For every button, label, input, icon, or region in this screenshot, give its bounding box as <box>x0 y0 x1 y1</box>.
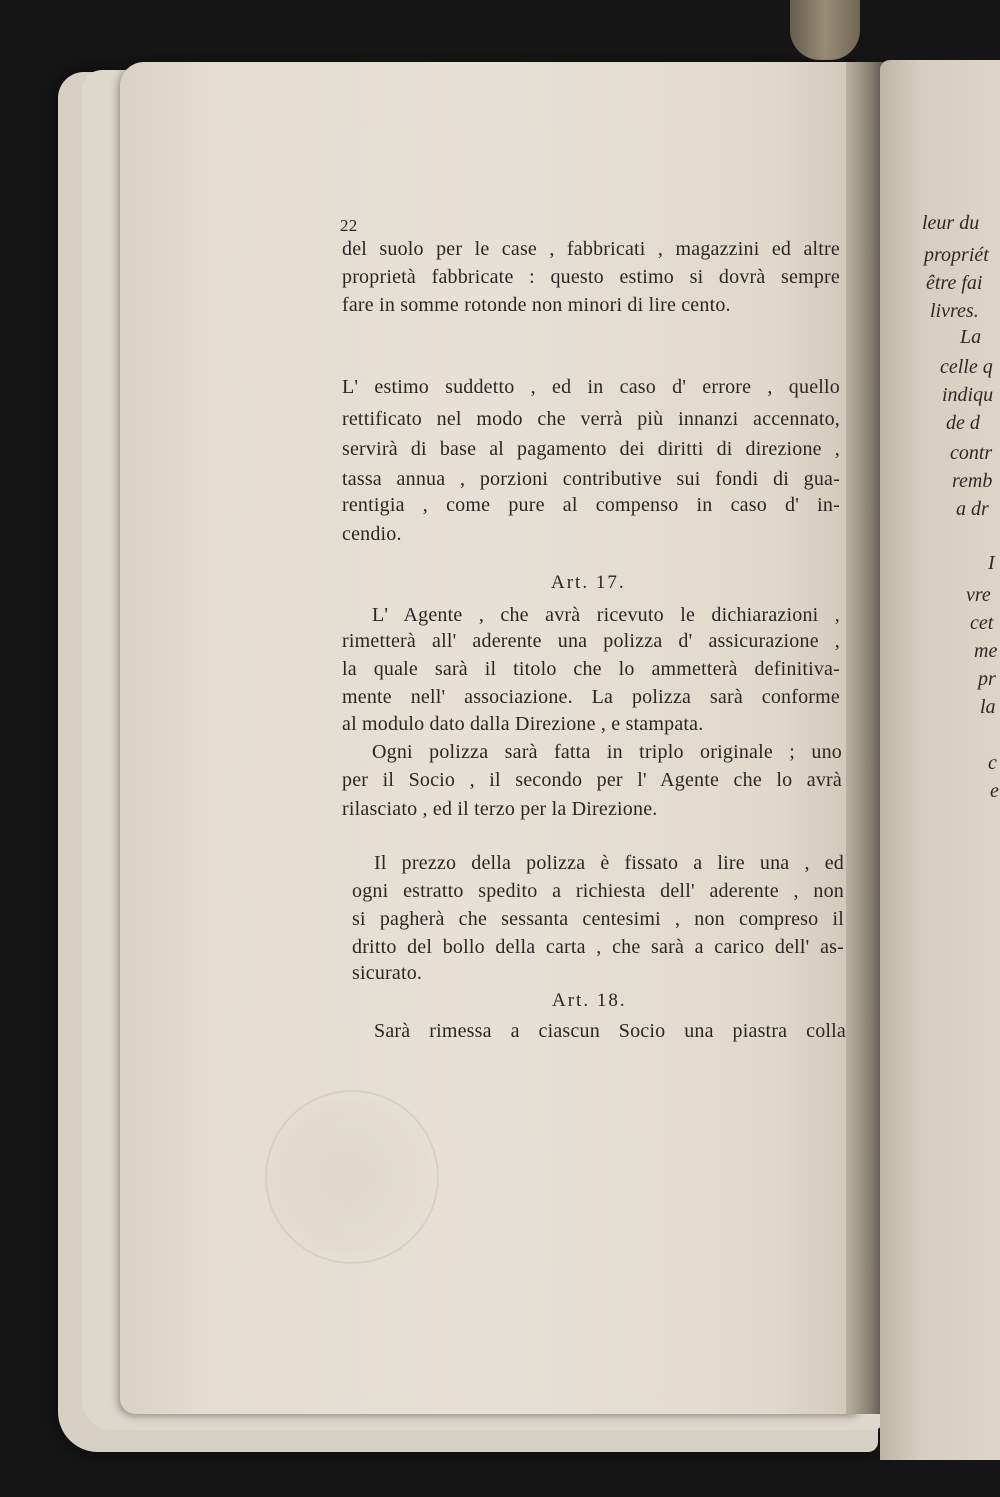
right-page-fragment: contr <box>950 442 993 464</box>
right-page-fragment: I <box>988 552 995 574</box>
text-line: servirà di base al pagamento dei diritti di direzione , <box>342 438 840 460</box>
text-line: per il Socio , il secondo per l' Agente che lo avrà <box>342 769 842 791</box>
right-page-fragment: cet <box>970 612 994 634</box>
right-page-fragment: La <box>960 326 982 348</box>
text-line: Ogni polizza sarà fatta in triplo originale ; uno <box>372 741 842 763</box>
text-line: cendio. <box>342 523 402 545</box>
text-line: rimetterà all' aderente una polizza d' assicurazione , <box>342 630 840 652</box>
text-line: rettificato nel modo che verrà più innanzi accennato, <box>342 408 840 430</box>
right-page-fragment: pr <box>978 668 996 690</box>
text-line: L' Agente , che avrà ricevuto le dichiarazioni , <box>372 604 840 626</box>
text-line: rentigia , come pure al compenso in caso d' in- <box>342 494 840 516</box>
right-page-fragment: de d <box>946 412 980 434</box>
article-heading: Art. 17. <box>551 572 626 593</box>
right-page-fragment: c <box>988 752 997 774</box>
right-page-fragment: a dr <box>956 498 989 520</box>
text-line: rilasciato , ed il terzo per la Direzione. <box>342 798 658 820</box>
right-page-fragment: propriét <box>924 244 989 266</box>
text-line: L' estimo suddetto , ed in caso d' errore , quello <box>342 376 840 398</box>
right-page-fragment: e <box>990 780 999 802</box>
text-line: tassa annua , porzioni contributive sui fondi di gua- <box>342 468 840 490</box>
page-number: 22 <box>340 216 358 235</box>
right-page-fragment: livres. <box>930 300 979 322</box>
text-line: del suolo per le case , fabbricati , magazzini ed altre <box>342 238 840 260</box>
text-line: Sarà rimessa a ciascun Socio una piastra colla <box>374 1020 846 1042</box>
article-heading: Art. 18. <box>552 990 627 1011</box>
text-line: dritto del bollo della carta , che sarà a carico dell' as- <box>352 936 844 958</box>
text-line: mente nell' associazione. La polizza sarà conforme <box>342 686 840 708</box>
right-page-fragment: vre <box>966 584 991 606</box>
text-line: sicurato. <box>352 962 423 984</box>
text-line: fare in somme rotonde non minori di lire cento. <box>342 294 731 316</box>
right-page-fragment: remb <box>952 470 993 492</box>
right-page-fragment: être fai <box>926 272 983 294</box>
right-page-fragment: celle q <box>940 356 993 378</box>
text-line: ogni estratto spedito a richiesta dell' aderente , non <box>352 880 844 902</box>
right-page-fragment: indiqu <box>942 384 994 406</box>
text-line: si pagherà che sessanta centesimi , non compreso il <box>352 908 844 930</box>
right-page-fragment: la <box>980 696 996 718</box>
text-line: la quale sarà il titolo che lo ammetterà definitiva- <box>342 658 840 680</box>
right-page-fragment: me <box>974 640 998 662</box>
text-line: al modulo dato dalla Direzione , e stampata. <box>342 713 704 735</box>
text-line: Il prezzo della polizza è fissato a lire una , ed <box>374 852 844 874</box>
right-page-fragment: leur du <box>922 212 980 234</box>
text-line: proprietà fabbricate : questo estimo si dovrà sempre <box>342 266 840 288</box>
